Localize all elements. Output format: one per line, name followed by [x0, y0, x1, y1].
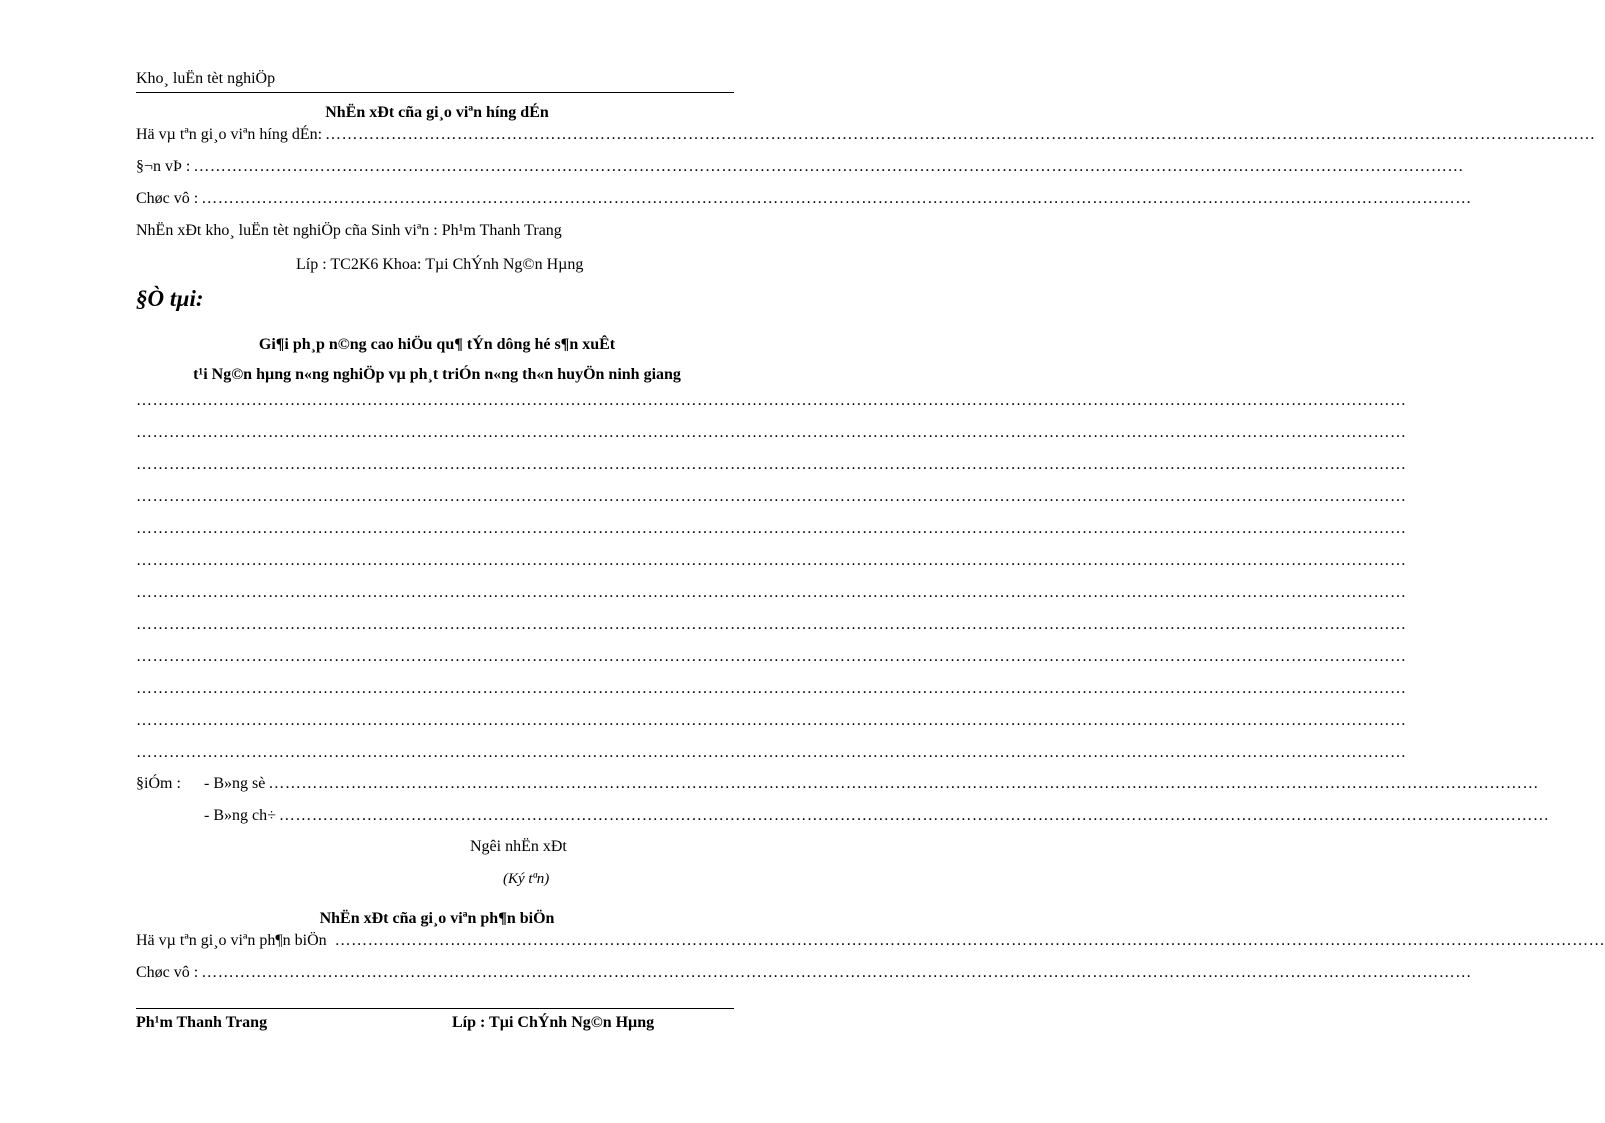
- score-numeric-label: - B»ng sè: [204, 775, 266, 792]
- reviewer-position-label: Chøc vô :: [136, 964, 199, 981]
- fill-dots: ……………………………………………………………………………………………………………………………………………………………………………………………………………: [325, 126, 1596, 143]
- fill-dots: ……………………………………………………………………………………………………………………………………………………………………………………………………………: [278, 807, 1550, 824]
- student-class-text: Líp : TC2K6 Khoa: Tµi ChÝnh Ng©n Hµng: [296, 256, 584, 273]
- comment-line: ……………………………………………………………………………………………………………………………………………………………………………………………………………: [136, 712, 1407, 729]
- comment-line: ……………………………………………………………………………………………………………………………………………………………………………………………………………: [136, 552, 1407, 569]
- footer-rule: [136, 1008, 734, 1009]
- supervisor-position-line: [136, 190, 1472, 212]
- fill-dots: ……………………………………………………………………………………………………………………………………………………………………………………………………………: [268, 775, 1539, 792]
- supervisor-position-label: Chøc vô :: [136, 190, 199, 207]
- footer-class: Líp : Tµi ChÝnh Ng©n Hµng: [452, 1014, 655, 1031]
- reviewer-name-line: [136, 932, 1605, 954]
- reviewer-position-line: [136, 964, 1472, 986]
- supervisor-name-line: [136, 126, 1596, 148]
- topic-title-line2: t¹i Ng©n hµng n«ng nghiÖp vµ ph¸t triÓn n«ng th«n huyÖn ninh giang: [193, 366, 681, 383]
- signature-note: (Ký tªn): [503, 871, 550, 887]
- supervisor-unit-label: §¬n vÞ :: [136, 158, 191, 175]
- header-rule: [136, 92, 734, 93]
- score-text-label: - B»ng ch÷: [204, 807, 276, 824]
- score-text-line: [204, 807, 1550, 829]
- score-label: §iÓm :: [136, 775, 181, 792]
- supervisor-name-label: Hä vµ tªn gi¸o viªn híng dÉn:: [136, 126, 323, 143]
- comment-line: ……………………………………………………………………………………………………………………………………………………………………………………………………………: [136, 680, 1407, 697]
- fill-dots: ……………………………………………………………………………………………………………………………………………………………………………………………………………: [193, 158, 1464, 175]
- footer-student: Ph¹m Thanh Trang: [136, 1014, 268, 1031]
- comment-line: ……………………………………………………………………………………………………………………………………………………………………………………………………………: [136, 456, 1407, 473]
- comment-line: ……………………………………………………………………………………………………………………………………………………………………………………………………………: [136, 744, 1407, 761]
- reviewer-name-label: Hä vµ tªn gi¸o viªn ph¶n biÖn: [136, 932, 327, 949]
- reviewer-section-title: NhËn xÐt cña gi¸o viªn ph¶n biÖn: [319, 910, 555, 927]
- comment-line: ……………………………………………………………………………………………………………………………………………………………………………………………………………: [136, 488, 1407, 505]
- document-header: Kho¸ luËn tèt nghiÖp: [136, 70, 276, 87]
- score-numeric-line: [136, 775, 1539, 797]
- comment-line: ……………………………………………………………………………………………………………………………………………………………………………………………………………: [136, 520, 1407, 537]
- topic-title-line1: Gi¶i ph¸p n©ng cao hiÖu qu¶ tÝn dông hé s¶n xuÊt: [258, 336, 616, 353]
- topic-label: §Ò tµi:: [136, 286, 204, 311]
- review-student-text: NhËn xÐt kho¸ luËn tèt nghiÖp cña Sinh viªn : Ph¹m Thanh Trang: [136, 222, 562, 239]
- fill-dots: ……………………………………………………………………………………………………………………………………………………………………………………………………………: [201, 190, 1472, 207]
- supervisor-section-title: NhËn xÐt cña gi¸o viªn híng dÉn: [325, 104, 549, 121]
- signature-role: Ngêi nhËn xÐt: [470, 838, 567, 855]
- comment-line: ……………………………………………………………………………………………………………………………………………………………………………………………………………: [136, 424, 1407, 441]
- comment-line: ……………………………………………………………………………………………………………………………………………………………………………………………………………: [136, 648, 1407, 665]
- fill-dots: ……………………………………………………………………………………………………………………………………………………………………………………………………………: [201, 964, 1472, 981]
- comment-line: ……………………………………………………………………………………………………………………………………………………………………………………………………………: [136, 584, 1407, 601]
- supervisor-unit-line: [136, 158, 1464, 180]
- comment-line: ……………………………………………………………………………………………………………………………………………………………………………………………………………: [136, 616, 1407, 633]
- comment-line: ……………………………………………………………………………………………………………………………………………………………………………………………………………: [136, 392, 1407, 409]
- fill-dots: ……………………………………………………………………………………………………………………………………………………………………………………………………………: [334, 932, 1605, 949]
